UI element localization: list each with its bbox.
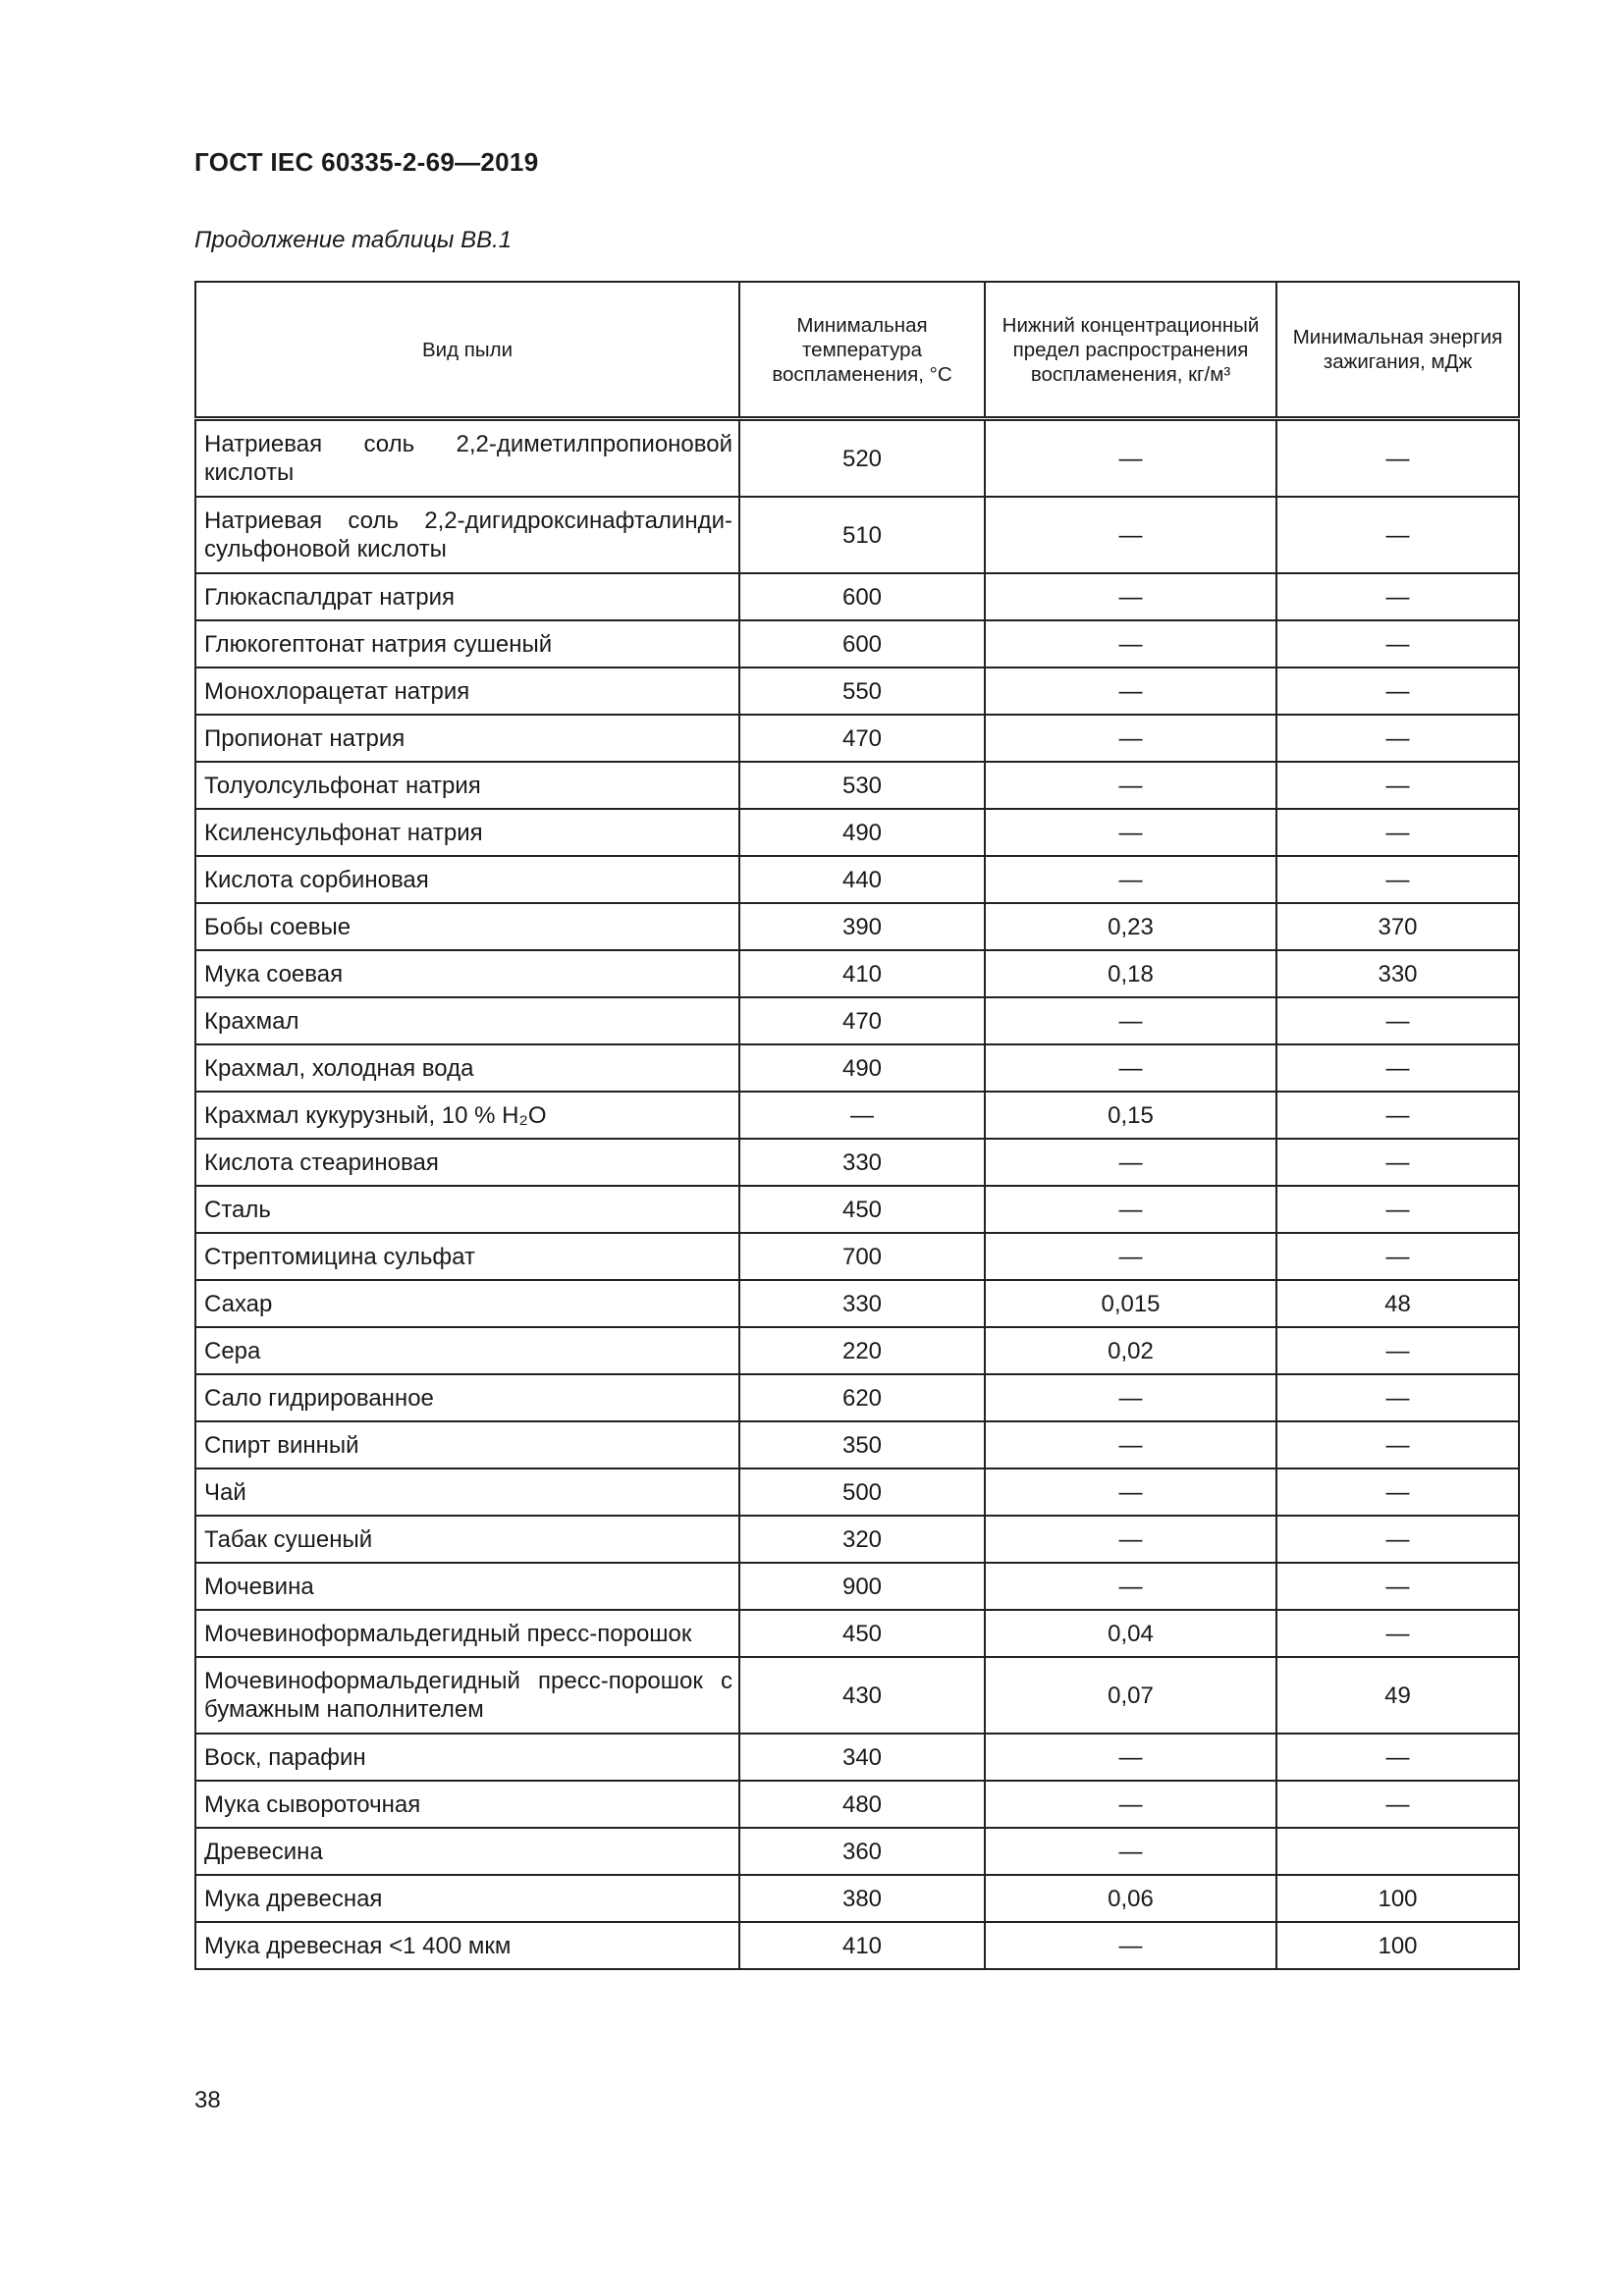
energy-cell: — bbox=[1276, 1421, 1519, 1468]
energy-cell bbox=[1276, 1828, 1519, 1875]
dust-name-cell: Глюкогептонат натрия сушеный bbox=[195, 620, 739, 667]
energy-cell: — bbox=[1276, 1516, 1519, 1563]
temperature-cell: 900 bbox=[739, 1563, 985, 1610]
concentration-cell: — bbox=[985, 1563, 1276, 1610]
dust-name-cell: Мука древесная <1 400 мкм bbox=[195, 1922, 739, 1969]
table-row bbox=[195, 903, 1519, 950]
concentration-cell: — bbox=[985, 573, 1276, 620]
temperature-cell: 500 bbox=[739, 1468, 985, 1516]
dust-name-cell: Табак сушеный bbox=[195, 1516, 739, 1563]
dust-name-cell: Мука древесная bbox=[195, 1875, 739, 1922]
header-dust-type: Вид пыли bbox=[195, 282, 739, 419]
concentration-cell: — bbox=[985, 1781, 1276, 1828]
concentration-cell: — bbox=[985, 1468, 1276, 1516]
concentration-cell: — bbox=[985, 1374, 1276, 1421]
dust-name-cell: Стрептомицина сульфат bbox=[195, 1233, 739, 1280]
temperature-cell: 490 bbox=[739, 809, 985, 856]
temperature-cell: 480 bbox=[739, 1781, 985, 1828]
temperature-cell: 410 bbox=[739, 1922, 985, 1969]
dust-name-cell: Мука соевая bbox=[195, 950, 739, 997]
energy-cell: — bbox=[1276, 1563, 1519, 1610]
dust-name-cell: Спирт винный bbox=[195, 1421, 739, 1468]
energy-cell: — bbox=[1276, 667, 1519, 715]
table-row bbox=[195, 1922, 1519, 1969]
header-min-ignition-energy: Минимальная энергия зажигания, мДж bbox=[1276, 282, 1519, 419]
temperature-cell: 390 bbox=[739, 903, 985, 950]
concentration-cell: 0,06 bbox=[985, 1875, 1276, 1922]
table-row bbox=[195, 667, 1519, 715]
table-row bbox=[195, 1233, 1519, 1280]
concentration-cell: — bbox=[985, 497, 1276, 573]
table-row bbox=[195, 1610, 1519, 1657]
temperature-cell: 410 bbox=[739, 950, 985, 997]
dust-name-cell: Сало гидрированное bbox=[195, 1374, 739, 1421]
concentration-cell: — bbox=[985, 1922, 1276, 1969]
dust-name-cell: Бобы соевые bbox=[195, 903, 739, 950]
dust-name-cell: Воск, парафин bbox=[195, 1734, 739, 1781]
concentration-cell: — bbox=[985, 856, 1276, 903]
concentration-cell: — bbox=[985, 1734, 1276, 1781]
dust-name-cell: Сахар bbox=[195, 1280, 739, 1327]
concentration-cell: — bbox=[985, 997, 1276, 1044]
dust-name-cell: Мочевиноформальдегидный пресс-порошок с бумажным наполнителем bbox=[195, 1657, 739, 1734]
dust-name-cell: Чай bbox=[195, 1468, 739, 1516]
table-row bbox=[195, 1280, 1519, 1327]
table-row bbox=[195, 1781, 1519, 1828]
temperature-cell: 320 bbox=[739, 1516, 985, 1563]
concentration-cell: — bbox=[985, 1044, 1276, 1092]
temperature-cell: 450 bbox=[739, 1186, 985, 1233]
dust-name-cell: Сера bbox=[195, 1327, 739, 1374]
table-row bbox=[195, 573, 1519, 620]
concentration-cell: — bbox=[985, 419, 1276, 498]
dust-name-cell: Монохлорацетат натрия bbox=[195, 667, 739, 715]
dust-name-cell: Кислота стеариновая bbox=[195, 1139, 739, 1186]
table-row bbox=[195, 1875, 1519, 1922]
dust-name-cell: Ксиленсульфонат натрия bbox=[195, 809, 739, 856]
table-caption: Продолжение таблицы ВВ.1 bbox=[194, 227, 513, 253]
energy-cell: — bbox=[1276, 1734, 1519, 1781]
temperature-cell: 340 bbox=[739, 1734, 985, 1781]
energy-cell: 330 bbox=[1276, 950, 1519, 997]
table-row bbox=[195, 1044, 1519, 1092]
temperature-cell: 510 bbox=[739, 497, 985, 573]
energy-cell: — bbox=[1276, 573, 1519, 620]
concentration-cell: 0,23 bbox=[985, 903, 1276, 950]
header-lower-explosive-limit: Нижний концентрационный предел распространения воспламенения, кг/м³ bbox=[985, 282, 1276, 419]
concentration-cell: 0,015 bbox=[985, 1280, 1276, 1327]
dust-name-cell: Крахмал кукурузный, 10 % H₂O bbox=[195, 1092, 739, 1139]
dust-name-cell: Мука сывороточная bbox=[195, 1781, 739, 1828]
temperature-cell: 530 bbox=[739, 762, 985, 809]
energy-cell: — bbox=[1276, 762, 1519, 809]
concentration-cell: 0,15 bbox=[985, 1092, 1276, 1139]
energy-cell: — bbox=[1276, 1468, 1519, 1516]
temperature-cell: 620 bbox=[739, 1374, 985, 1421]
temperature-cell: — bbox=[739, 1092, 985, 1139]
dust-name-cell: Древесина bbox=[195, 1828, 739, 1875]
concentration-cell: — bbox=[985, 1828, 1276, 1875]
energy-cell: — bbox=[1276, 856, 1519, 903]
dust-name-cell: Натриевая соль 2,2-диметилпропионовой кислоты bbox=[195, 419, 739, 498]
energy-cell: 100 bbox=[1276, 1922, 1519, 1969]
energy-cell: 48 bbox=[1276, 1280, 1519, 1327]
energy-cell: — bbox=[1276, 1610, 1519, 1657]
dust-name-cell: Сталь bbox=[195, 1186, 739, 1233]
temperature-cell: 600 bbox=[739, 620, 985, 667]
temperature-cell: 350 bbox=[739, 1421, 985, 1468]
table-row bbox=[195, 762, 1519, 809]
temperature-cell: 520 bbox=[739, 419, 985, 498]
table-header-row bbox=[195, 282, 1519, 419]
energy-cell: — bbox=[1276, 1233, 1519, 1280]
concentration-cell: 0,07 bbox=[985, 1657, 1276, 1734]
energy-cell: — bbox=[1276, 1781, 1519, 1828]
temperature-cell: 470 bbox=[739, 715, 985, 762]
temperature-cell: 700 bbox=[739, 1233, 985, 1280]
dust-name-cell: Мочевина bbox=[195, 1563, 739, 1610]
table-row bbox=[195, 1657, 1519, 1734]
table-row bbox=[195, 497, 1519, 573]
dust-name-cell: Мочевиноформальдегидный пресс-порошок bbox=[195, 1610, 739, 1657]
table-row bbox=[195, 856, 1519, 903]
concentration-cell: — bbox=[985, 715, 1276, 762]
concentration-cell: — bbox=[985, 1186, 1276, 1233]
dust-name-cell: Крахмал bbox=[195, 997, 739, 1044]
energy-cell: 370 bbox=[1276, 903, 1519, 950]
concentration-cell: 0,18 bbox=[985, 950, 1276, 997]
temperature-cell: 380 bbox=[739, 1875, 985, 1922]
table-row bbox=[195, 809, 1519, 856]
concentration-cell: — bbox=[985, 1233, 1276, 1280]
table-row bbox=[195, 1516, 1519, 1563]
energy-cell: — bbox=[1276, 1186, 1519, 1233]
dust-name-cell: Кислота сорбиновая bbox=[195, 856, 739, 903]
table-row bbox=[195, 419, 1519, 498]
header-min-ignition-temperature: Минимальная температура воспламенения, °С bbox=[739, 282, 985, 419]
table-row bbox=[195, 620, 1519, 667]
page-number: 38 bbox=[194, 2087, 221, 2113]
dust-name-cell: Пропионат натрия bbox=[195, 715, 739, 762]
table-row bbox=[195, 997, 1519, 1044]
energy-cell: 100 bbox=[1276, 1875, 1519, 1922]
table-row bbox=[195, 1327, 1519, 1374]
dust-name-cell: Натриевая соль 2,2-дигидроксинафталинди-сульфоновой кислоты bbox=[195, 497, 739, 573]
concentration-cell: — bbox=[985, 762, 1276, 809]
concentration-cell: — bbox=[985, 1139, 1276, 1186]
temperature-cell: 450 bbox=[739, 1610, 985, 1657]
concentration-cell: — bbox=[985, 620, 1276, 667]
energy-cell: — bbox=[1276, 1327, 1519, 1374]
temperature-cell: 360 bbox=[739, 1828, 985, 1875]
table-row bbox=[195, 1186, 1519, 1233]
temperature-cell: 220 bbox=[739, 1327, 985, 1374]
temperature-cell: 430 bbox=[739, 1657, 985, 1734]
table-row bbox=[195, 1092, 1519, 1139]
document-title: ГОСТ IEC 60335-2-69—2019 bbox=[194, 147, 539, 177]
temperature-cell: 600 bbox=[739, 573, 985, 620]
energy-cell: — bbox=[1276, 419, 1519, 498]
temperature-cell: 330 bbox=[739, 1139, 985, 1186]
table-row bbox=[195, 1563, 1519, 1610]
dust-ignition-table bbox=[194, 281, 1520, 1970]
temperature-cell: 330 bbox=[739, 1280, 985, 1327]
table-row bbox=[195, 1374, 1519, 1421]
concentration-cell: — bbox=[985, 1421, 1276, 1468]
energy-cell: — bbox=[1276, 1139, 1519, 1186]
table-row bbox=[195, 715, 1519, 762]
concentration-cell: — bbox=[985, 809, 1276, 856]
concentration-cell: — bbox=[985, 1516, 1276, 1563]
temperature-cell: 550 bbox=[739, 667, 985, 715]
energy-cell: — bbox=[1276, 1044, 1519, 1092]
temperature-cell: 470 bbox=[739, 997, 985, 1044]
concentration-cell: 0,02 bbox=[985, 1327, 1276, 1374]
table-row bbox=[195, 1139, 1519, 1186]
energy-cell: — bbox=[1276, 1092, 1519, 1139]
table-row bbox=[195, 950, 1519, 997]
dust-name-cell: Глюкаспалдрат натрия bbox=[195, 573, 739, 620]
table-row bbox=[195, 1734, 1519, 1781]
concentration-cell: 0,04 bbox=[985, 1610, 1276, 1657]
energy-cell: — bbox=[1276, 620, 1519, 667]
concentration-cell: — bbox=[985, 667, 1276, 715]
temperature-cell: 490 bbox=[739, 1044, 985, 1092]
table-row bbox=[195, 1421, 1519, 1468]
energy-cell: — bbox=[1276, 809, 1519, 856]
dust-name-cell: Крахмал, холодная вода bbox=[195, 1044, 739, 1092]
temperature-cell: 440 bbox=[739, 856, 985, 903]
energy-cell: 49 bbox=[1276, 1657, 1519, 1734]
energy-cell: — bbox=[1276, 715, 1519, 762]
energy-cell: — bbox=[1276, 997, 1519, 1044]
energy-cell: — bbox=[1276, 1374, 1519, 1421]
energy-cell: — bbox=[1276, 497, 1519, 573]
dust-name-cell: Толуолсульфонат натрия bbox=[195, 762, 739, 809]
table-row bbox=[195, 1828, 1519, 1875]
table-row bbox=[195, 1468, 1519, 1516]
